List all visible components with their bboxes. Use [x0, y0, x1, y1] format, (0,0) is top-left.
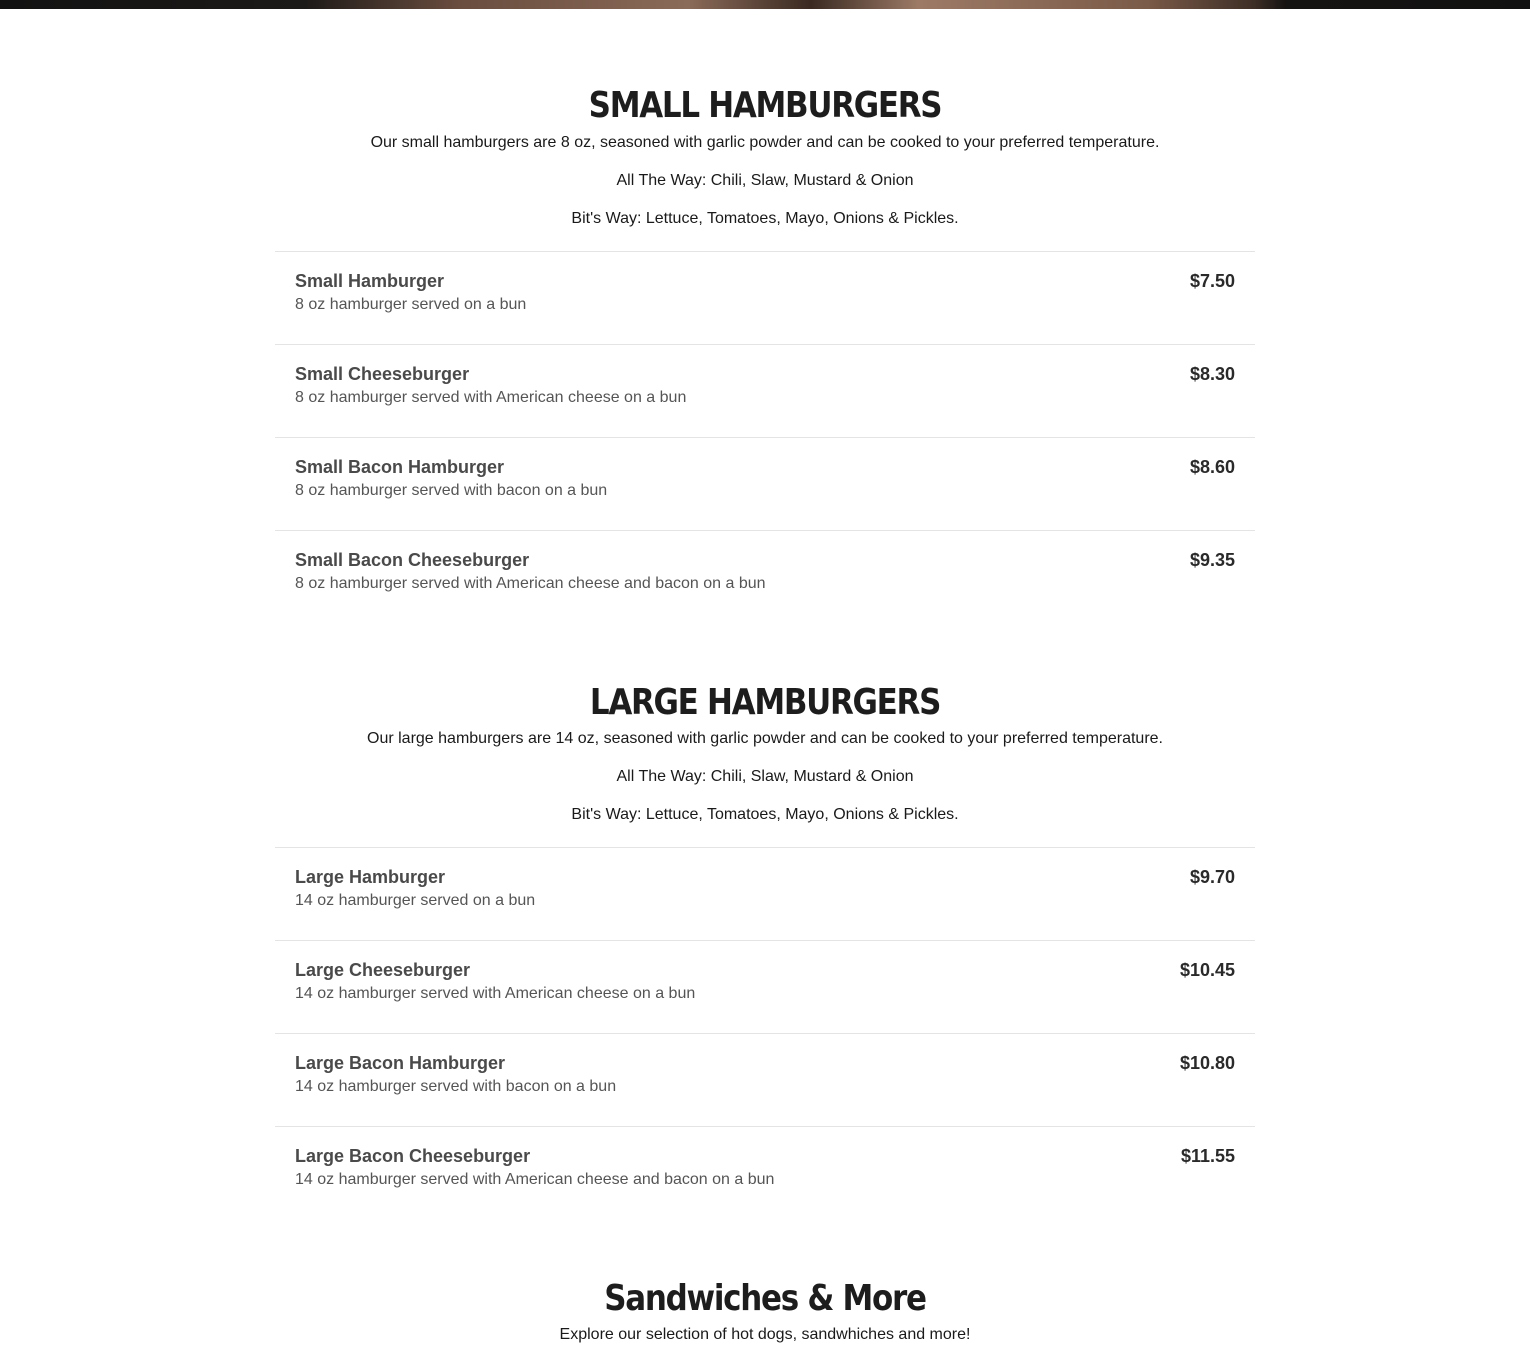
menu-list-large-hamburgers — [275, 847, 1255, 1219]
item-name: Small Hamburger — [295, 271, 445, 291]
menu-item[interactable] — [275, 530, 1255, 623]
item-price: $8.30 — [1189, 364, 1235, 384]
item-price: $9.35 — [1189, 550, 1235, 570]
item-description: 14 oz hamburger served with bacon on a bun — [295, 1078, 617, 1095]
item-name: Large Cheeseburger — [295, 960, 471, 980]
section-note-all-the-way: All The Way: Chili, Slaw, Mustard & Onion — [616, 768, 914, 785]
menu-item[interactable] — [275, 1033, 1255, 1126]
hero-image-strip — [0, 0, 1530, 9]
menu-item[interactable] — [275, 847, 1255, 940]
menu-item[interactable] — [275, 437, 1255, 530]
item-name: Large Bacon Cheeseburger — [295, 1146, 531, 1166]
item-price: $9.70 — [1189, 867, 1235, 887]
section-description: Explore our selection of hot dogs, sandwhiches and more! — [559, 1326, 971, 1343]
item-price: $11.55 — [1180, 1146, 1235, 1166]
section-note-bits-way: Bit's Way: Lettuce, Tomatoes, Mayo, Onions & Pickles. — [571, 210, 959, 227]
item-description: 8 oz hamburger served with American cheese on a bun — [295, 389, 687, 406]
item-description: 8 oz hamburger served with American cheese and bacon on a bun — [295, 575, 766, 592]
item-price: $8.60 — [1189, 457, 1235, 477]
section-title: Sandwiches & More — [604, 1278, 926, 1319]
section-title: LARGE HAMBURGERS — [589, 682, 941, 723]
item-description: 14 oz hamburger served with American cheese and bacon on a bun — [295, 1171, 775, 1188]
item-description: 14 oz hamburger served with American cheese on a bun — [295, 985, 696, 1002]
menu-item[interactable] — [275, 251, 1255, 344]
section-sandwiches-and-more — [0, 1277, 1530, 1321]
item-description: 14 oz hamburger served on a bun — [295, 892, 536, 909]
item-price: $10.45 — [1179, 960, 1235, 980]
menu-item[interactable] — [275, 344, 1255, 437]
menu-item[interactable] — [275, 940, 1255, 1033]
item-description: 8 oz hamburger served with bacon on a bun — [295, 482, 608, 499]
section-title: SMALL HAMBURGERS — [588, 85, 942, 126]
section-description: Our small hamburgers are 8 oz, seasoned with garlic powder and can be cooked to your preferred temperature. — [370, 134, 1160, 151]
section-note-bits-way: Bit's Way: Lettuce, Tomatoes, Mayo, Onions & Pickles. — [571, 806, 959, 823]
section-large-hamburgers — [0, 681, 1530, 725]
item-name: Large Hamburger — [295, 867, 446, 887]
item-price: $10.80 — [1179, 1053, 1235, 1073]
menu-item[interactable] — [275, 1126, 1255, 1219]
section-small-hamburgers — [0, 84, 1530, 128]
item-name: Small Cheeseburger — [295, 364, 470, 384]
item-price: $7.50 — [1189, 271, 1235, 291]
section-description: Our large hamburgers are 14 oz, seasoned with garlic powder and can be cooked to your preferred temperature. — [367, 730, 1163, 747]
menu-list-small-hamburgers — [275, 251, 1255, 623]
section-note-all-the-way: All The Way: Chili, Slaw, Mustard & Onion — [616, 172, 914, 189]
item-name: Small Bacon Hamburger — [295, 457, 505, 477]
item-name: Small Bacon Cheeseburger — [295, 550, 530, 570]
item-name: Large Bacon Hamburger — [295, 1053, 506, 1073]
item-description: 8 oz hamburger served on a bun — [295, 296, 527, 313]
